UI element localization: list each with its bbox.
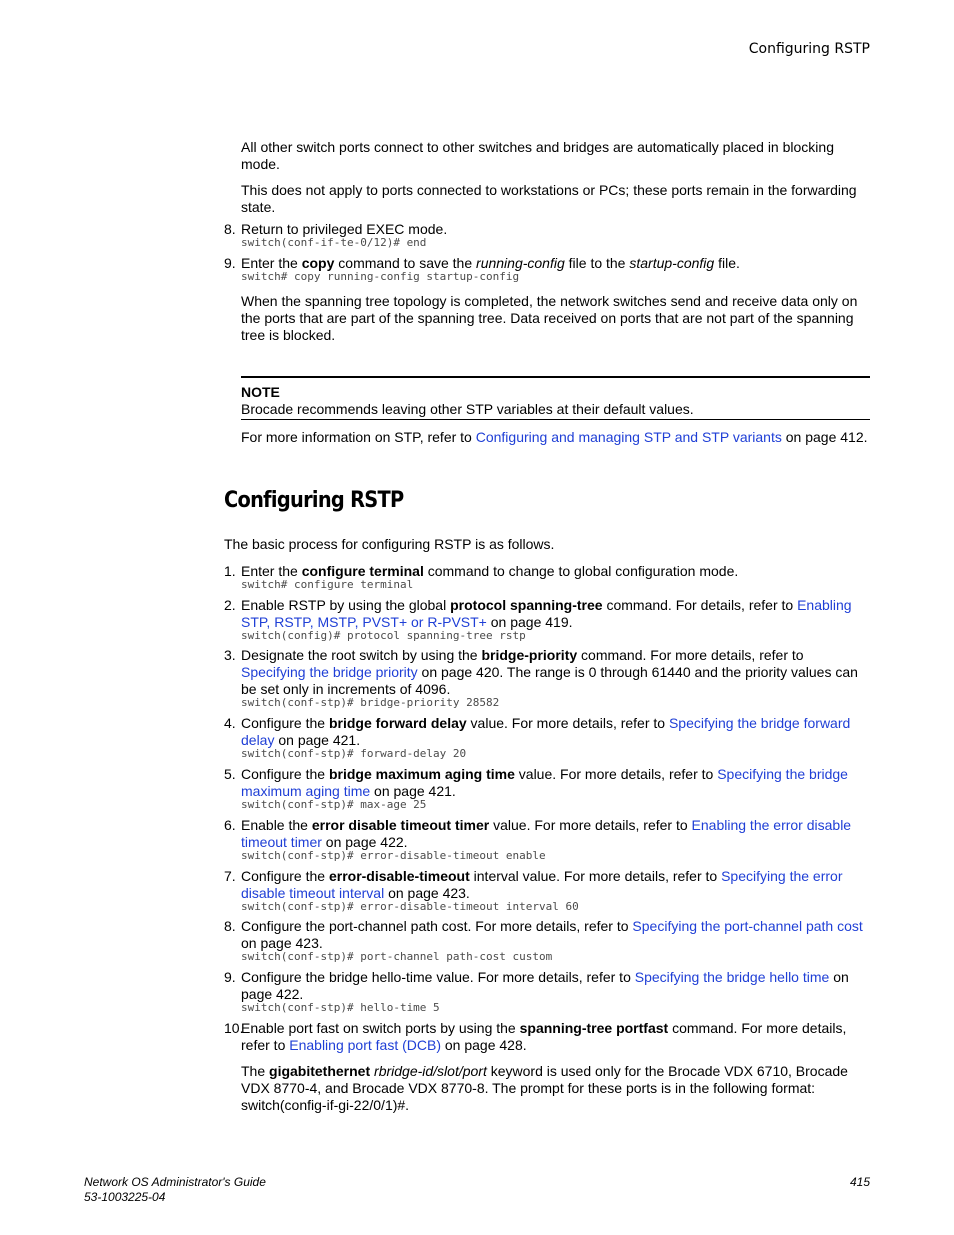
footer-page-number: 415 bbox=[849, 1175, 870, 1189]
step-text: Return to privileged EXEC mode. bbox=[241, 221, 448, 237]
step-text: Enter the copy command to save the running-config file to the startup-config file. bbox=[241, 255, 740, 271]
step-number: 8. bbox=[224, 918, 236, 934]
paragraph-blocking-mode: All other switch ports connect to other switches and bridges are automatically placed in blocking mode. bbox=[241, 139, 834, 172]
more-info-paragraph: For more information on STP, refer to Configuring and managing STP and STP variants on page 412. bbox=[241, 429, 868, 445]
link-port-channel-path-cost[interactable]: Specifying the port-channel path cost bbox=[632, 918, 863, 934]
step-number: 1. bbox=[224, 563, 236, 579]
step-number: 5. bbox=[224, 766, 236, 782]
code-line: switch(conf-stp)# error-disable-timeout enable bbox=[241, 849, 546, 862]
link-error-disable-interval[interactable]: Specifying the error disable timeout interval bbox=[241, 868, 843, 901]
link-enabling-stp[interactable]: Enabling STP, RSTP, MSTP, PVST+ or R-PVST+ bbox=[241, 597, 852, 630]
link-bridge-priority[interactable]: Specifying the bridge priority bbox=[241, 664, 418, 680]
link-error-disable-timer[interactable]: Enabling the error disable timeout timer bbox=[241, 817, 852, 850]
step-text: Configure the bridge maximum aging time value. For more details, refer to Specifying the bridge maximum aging time on page 421. bbox=[241, 766, 848, 799]
step-text: Configure the error-disable-timeout interval value. For more details, refer to Specifying the error disable timeout interval on page 423. bbox=[241, 868, 843, 901]
running-header: Configuring RSTP bbox=[748, 41, 870, 57]
code-line: switch(conf-if-te-0/12)# end bbox=[241, 236, 427, 249]
step-text: Configure the port-channel path cost. For more details, refer to Specifying the port-channel path cost on page 423. bbox=[241, 918, 863, 951]
step-text: Designate the root switch by using the bridge-priority command. For more details, refer to Specifying the bridge priority on page 420. The range is 0 through 61440 and the priority values can be set only in increments of 4096. bbox=[241, 647, 858, 697]
note-label: NOTE bbox=[241, 384, 280, 400]
footer-guide-title: Network OS Administrator's Guide bbox=[84, 1175, 266, 1189]
link-stp-variants[interactable]: Configuring and managing STP and STP variants bbox=[475, 429, 782, 445]
link-port-fast[interactable]: Enabling port fast (DCB) bbox=[289, 1037, 441, 1053]
code-line: switch# copy running-config startup-config bbox=[241, 270, 520, 283]
footer-doc-number: 53-1003225-04 bbox=[84, 1190, 166, 1204]
code-line: switch(conf-stp)# port-channel path-cost custom bbox=[241, 950, 553, 963]
paragraph-forwarding-state: This does not apply to ports connected to workstations or PCs; these ports remain in the forwarding state. bbox=[241, 182, 857, 215]
step-number: 6. bbox=[224, 817, 236, 833]
code-line: switch(conf-stp)# bridge-priority 28582 bbox=[241, 696, 500, 709]
paragraph-topology: When the spanning tree topology is completed, the network switches send and receive data only on the ports that are part of the spanning tree. Data received on ports that are not part of the spanning tree is blocked. bbox=[241, 293, 858, 343]
step-text: Configure the bridge hello-time value. For more details, refer to Specifying the bridge hello time on page 422. bbox=[241, 969, 849, 1002]
step-number: 9. bbox=[224, 969, 236, 985]
section-heading: Configuring RSTP bbox=[224, 488, 404, 513]
gigabitethernet-paragraph: The gigabitethernet rbridge-id/slot/port keyword is used only for the Brocade VDX 6710, Brocade VDX 8770-4, and Brocade VDX 8770-8. The prompt for these ports is in the following format: switch(config-if-gi-22/0/1)#. bbox=[241, 1063, 848, 1113]
note-top-rule bbox=[241, 376, 870, 378]
code-line: switch(config)# protocol spanning-tree rstp bbox=[241, 629, 526, 642]
step-number: 3. bbox=[224, 647, 236, 663]
step-text: Enable the error disable timeout timer value. For more details, refer to Enabling the error disable timeout timer on page 422. bbox=[241, 817, 852, 850]
section-intro: The basic process for configuring RSTP is as follows. bbox=[224, 536, 555, 552]
step-text: Enable port fast on switch ports by using the spanning-tree portfast command. For more details, refer to Enabling port fast (DCB) on page 428. bbox=[241, 1020, 847, 1053]
step-number: 8. bbox=[224, 221, 236, 237]
note-bottom-rule bbox=[241, 419, 870, 420]
code-line: switch(conf-stp)# error-disable-timeout interval 60 bbox=[241, 900, 579, 913]
step-number: 2. bbox=[224, 597, 236, 613]
code-line: switch(conf-stp)# forward-delay 20 bbox=[241, 747, 467, 760]
link-bridge-forward-delay[interactable]: Specifying the bridge forward delay bbox=[241, 715, 851, 748]
step-text: Configure the bridge forward delay value. For more details, refer to Specifying the bridge forward delay on page 421. bbox=[241, 715, 851, 748]
note-text: Brocade recommends leaving other STP variables at their default values. bbox=[241, 401, 694, 417]
code-line: switch(conf-stp)# hello-time 5 bbox=[241, 1001, 440, 1014]
link-bridge-hello-time[interactable]: Specifying the bridge hello time bbox=[634, 969, 830, 985]
code-line: switch# configure terminal bbox=[241, 578, 414, 591]
step-number: 10. bbox=[224, 1020, 244, 1036]
link-max-aging-time[interactable]: Specifying the bridge maximum aging time bbox=[241, 766, 848, 799]
step-number: 4. bbox=[224, 715, 236, 731]
step-number: 7. bbox=[224, 868, 236, 884]
step-number: 9. bbox=[224, 255, 236, 271]
step-text: Enter the configure terminal command to change to global configuration mode. bbox=[241, 563, 739, 579]
step-text: Enable RSTP by using the global protocol spanning-tree command. For details, refer to Enabling STP, RSTP, MSTP, PVST+ or R-PVST+ on page 419. bbox=[241, 597, 852, 630]
code-line: switch(conf-stp)# max-age 25 bbox=[241, 798, 427, 811]
